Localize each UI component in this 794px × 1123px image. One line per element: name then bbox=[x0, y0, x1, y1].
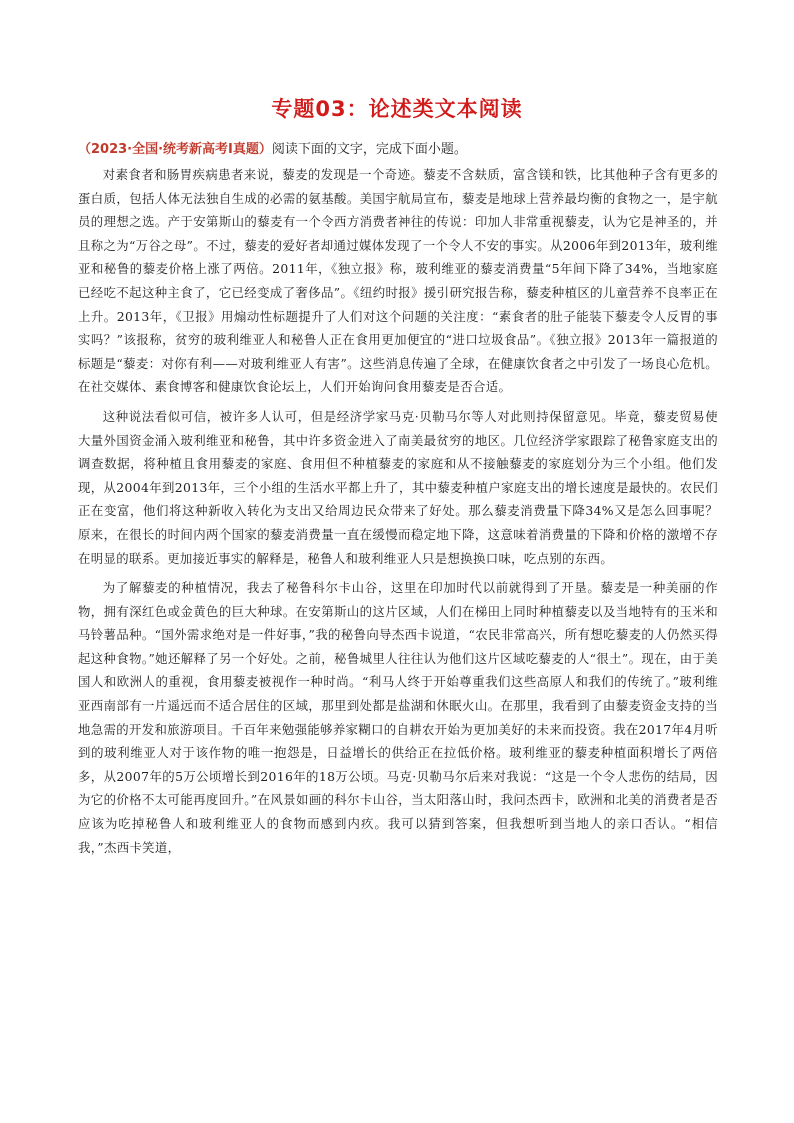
passage-paragraph-2: 这种说法看似可信，被许多人认可，但是经济学家马克·贝勒马尔等人对此则持保留意见。毕竟，藜麦贸易使大量外国资金涌入玻利维亚和秘鲁，其中许多资金进入了南美最贫穷的地区。几位经济学家跟踪了秘鲁家庭支出的调查数据，将种植且食用藜麦的家庭、食用但不种植藜麦的家庭和从不接触藜麦的家庭划分为三个小组。他们发现，从2004年到2013年，三个小组的生活水平都上升了，其中藜麦种植户家庭支出的增长速度是最快的。农民们正在变富，他们将这种新收入转化为支出又给周边民众带来了好处。那么藜麦消费量下降34%又是怎么回事呢？原来，在很长的时间内两个国家的藜麦消费量一直在缓慢而稳定地下降，这意味着消费量的下降和价格的激增不存在明显的联系。更加接近事实的解释是，秘鲁人和玻利维亚人只是想换换口味，吃点别的东西。 bbox=[78, 408, 718, 566]
question-intro bbox=[78, 140, 718, 160]
passage-paragraph-3: 为了解藜麦的种植情况，我去了秘鲁科尔卡山谷，这里在印加时代以前就得到了开垦。藜麦是一种美丽的作物，拥有深红色或金黄色的巨大种球。在安第斯山的这片区域，人们在梯田上同时种植藜麦以及当地特有的玉米和马铃薯品种。“国外需求绝对是一件好事，”我的秘鲁向导杰西卡说道，“农民非常高兴，所有想吃藜麦的人仍然买得起这种食物。”她还解释了另一个好处。之前，秘鲁城里人往往认为他们这片区域吃藜麦的人“很土”。现在，由于美国人和欧洲人的重视，食用藜麦被视作一种时尚。“利马人终于开始尊重我们这些高原人和我们的传统了。”玻利维亚西南部有一片遥远而不适合居住的区域，那里到处都是盐湖和休眠火山。在那里，我看到了由藜麦资金支持的当地急需的开发和旅游项目。千百年来勉强能够养家糊口的自耕农开始为更加美好的未来而投资。我在2017年4月听到的玻利维亚人对于该作物的唯一抱怨是，日益增长的供给正在拉低价格。玻利维亚的藜麦种植面积增长了两倍多，从2007年的5万公顷增长到2016年的18万公顷。马克·贝勒马尔后来对我说：“这是一个令人悲伤的结局，因为它的价格不太可能再度回升。”在风景如画的科尔卡山谷，当太阳落山时，我问杰西卡，欧洲和北美的消费者是否应该为吃掉秘鲁人和玻利维亚人的食物而感到内疚。我可以猜到答案，但我想听到当地人的亲口否认。“相信我，”杰西卡笑道， bbox=[78, 580, 718, 855]
page-title: 专题03：论述类文本阅读 bbox=[271, 97, 523, 121]
source-tag: （2023·全国·统考新高考I真题） bbox=[78, 142, 272, 157]
instruction-text: 阅读下面的文字，完成下面小题。 bbox=[271, 142, 467, 157]
passage-paragraph-1: 对素食者和肠胃疾病患者来说，藜麦的发现是一个奇迹。藜麦不含麸质，富含镁和铁，比其他种子含有更多的蛋白质，包括人体无法独自生成的必需的氨基酸。美国宇航局宣布，藜麦是地球上营养最均衡的食物之一，是宇航员的理想之选。产于安第斯山的藜麦有一个令西方消费者神往的传说：印加人非常重视藜麦，认为它是神圣的，并且称之为“万谷之母”。不过，藜麦的爱好者却通过媒体发现了一个令人不安的事实。从2006年到2013年，玻利维亚和秘鲁的藜麦价格上涨了两倍。2011年，《独立报》称，玻利维亚的藜麦消费量“5年间下降了34%，当地家庭已经吃不起这种主食了，它已经变成了奢侈品”。《纽约时报》援引研究报告称，藜麦种植区的儿童营养不良率正在上升。2013年，《卫报》用煽动性标题提升了人们对这个问题的关注度：“素食者的肚子能装下藜麦令人反胃的事实吗？”该报称，贫穷的玻利维亚人和秘鲁人正在食用更加便宜的“进口垃圾食品”。《独立报》2013年一篇报道的标题是“藜麦：对你有利——对玻利维亚人有害”。这些消息传遍了全球，在健康饮食者之中引发了一场良心危机。在社交媒体、素食博客和健康饮食论坛上，人们开始询问食用藜麦是否合适。 bbox=[78, 167, 718, 395]
passage-body bbox=[78, 163, 718, 865]
